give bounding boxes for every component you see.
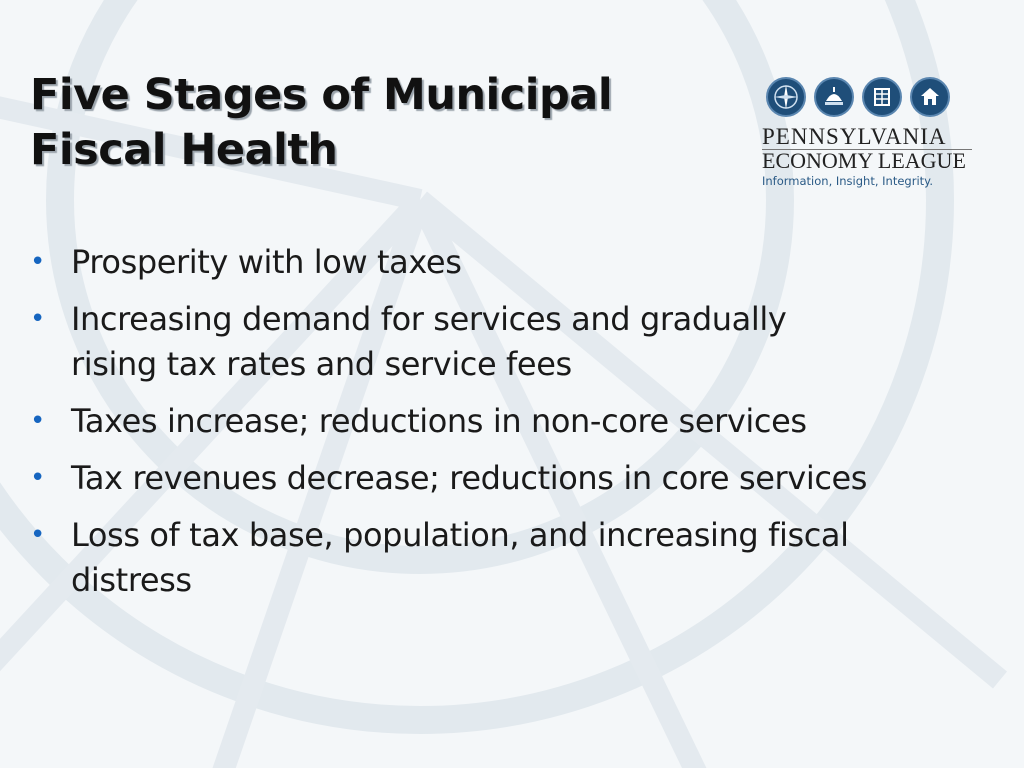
logo-tagline: Information, Insight, Integrity. (762, 174, 933, 188)
bullet-text-continued: rising tax rates and service fees (71, 345, 572, 383)
city-building-icon (862, 77, 902, 117)
compass-icon (766, 77, 806, 117)
list-item (28, 513, 988, 603)
bullet-text: Increasing demand for services and gradually (71, 300, 787, 338)
bullet-text: Tax revenues decrease; reductions in core services (71, 459, 868, 497)
bullet-text: Prosperity with low taxes (71, 243, 462, 281)
bullet-text-continued: distress (71, 561, 192, 599)
bullet-icon: • (30, 304, 45, 334)
logo-name-line-1: PENNSYLVANIA (762, 124, 947, 149)
bullet-icon: • (30, 520, 45, 550)
pel-logo (762, 77, 978, 193)
house-icon (910, 77, 950, 117)
bullet-text: Taxes increase; reductions in non-core services (71, 402, 807, 440)
logo-name-line-2: ECONOMY LEAGUE (762, 148, 966, 173)
title-line-1: Five Stages of Municipal (30, 70, 613, 120)
bullet-icon: • (30, 406, 45, 436)
list-item (28, 399, 988, 444)
title-line-2: Fiscal Health (30, 125, 338, 175)
logo-icon-row (766, 77, 978, 117)
capitol-dome-icon (814, 77, 854, 117)
bullet-icon: • (30, 463, 45, 493)
bullet-list (28, 240, 988, 615)
list-item (28, 240, 988, 285)
bullet-text: Loss of tax base, population, and increasing fiscal (71, 516, 849, 554)
bullet-icon: • (30, 247, 45, 277)
slide-title (30, 68, 690, 178)
list-item (28, 297, 988, 387)
list-item (28, 456, 988, 501)
